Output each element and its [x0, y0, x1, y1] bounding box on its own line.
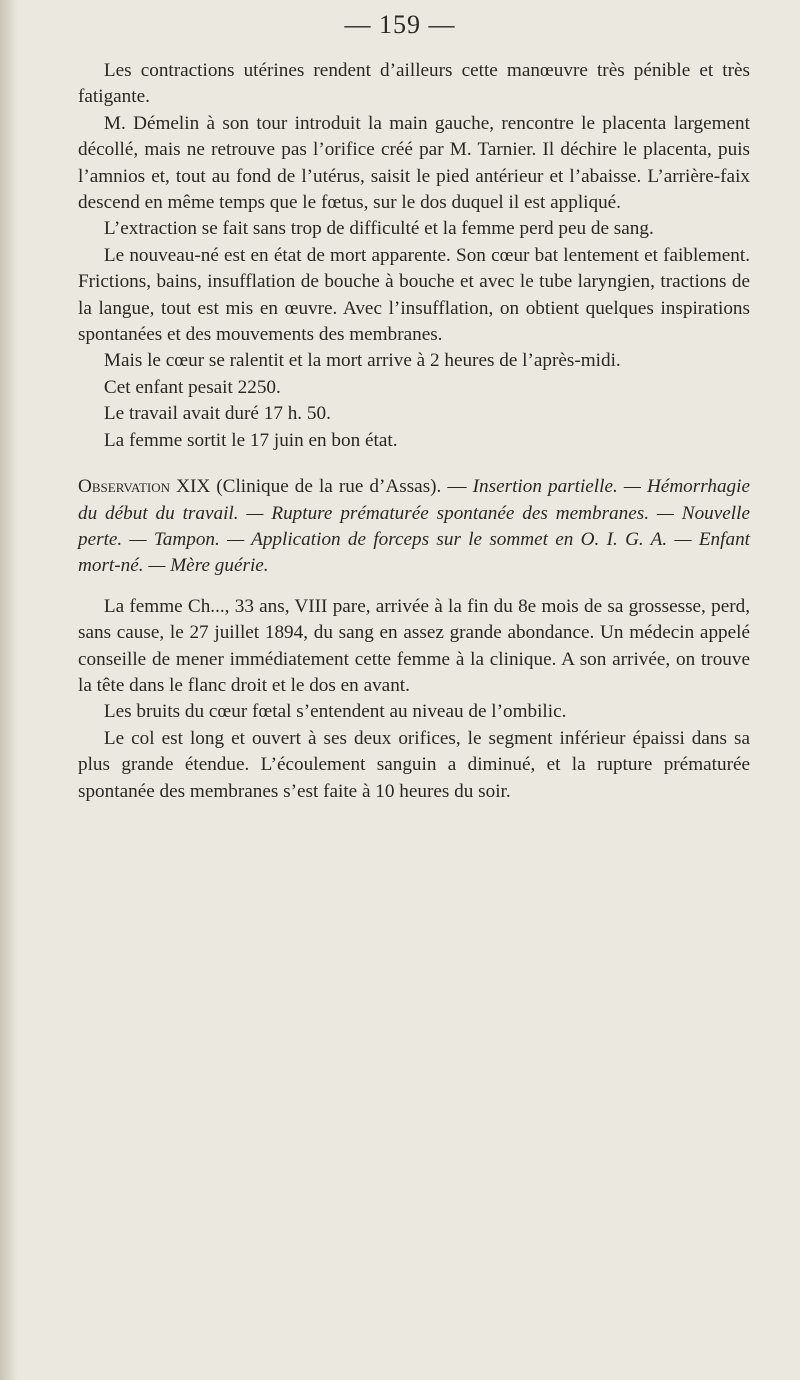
paragraph: L’extraction se fait sans trop de difficulté et la femme perd peu de sang.: [103, 218, 654, 240]
page-number: — 159 —: [344, 10, 456, 39]
observation-label: Observation XIX: [78, 476, 211, 498]
paragraph: La femme Ch..., 33 ans, VIII pare, arrivée à la fin du 8e mois de sa grossesse, perd, sans cause, le 27 juillet 1894, du sang en assez grande abondance. Un médecin appelé conseille de mener immédiatement cette femme à la clinique. A son arrivée, on trouve la tête dans le flanc droit et le dos en avant.: [78, 595, 750, 696]
paragraph: M. Démelin à son tour introduit la main gauche, rencontre le placenta largement décollé, mais ne retrouve pas l’orifice créé par M. Tarnier. Il déchire le placenta, puis l’amnios et, tout au fond de l’utérus, saisit le pied antérieur et l’abaisse. L’arrière-faix descend en même temps que le fœtus, sur le dos duquel il est appliqué.: [78, 112, 750, 214]
section-gap: [78, 454, 750, 474]
body-text: [78, 58, 750, 805]
paragraph: Le nouveau-né est en état de mort apparente. Son cœur bat lentement et faiblement. Frictions, bains, insufflation de bouche à bouche et avec le tube laryngien, tractions de la langue, tout est mis en œuvre. Avec l’insufflation, on obtient quelques inspirations spontanées et des mouvements des membranes.: [78, 244, 750, 346]
observation-subtitle: Insertion partielle. — Hémorrhagie du début du travail. — Rupture prématurée spontanée des membranes. — Nouvelle perte. — Tampon. — Application de forceps sur le sommet en O. I. G. A. — Enfant mort-né. — Mère guérie.: [78, 476, 750, 577]
paragraph: Mais le cœur se ralentit et la mort arrive à 2 heures de l’après-midi.: [103, 350, 621, 372]
observation-header: [78, 474, 750, 580]
paragraph: La femme sortit le 17 juin en bon état.: [103, 429, 398, 451]
paragraph: Le col est long et ouvert à ses deux orifices, le segment inférieur épaissi dans sa plus grande étendue. L’écoulement sanguin a diminué, et la rupture prématurée spontanée des membranes s’est faite à 10 heures du soir.: [78, 727, 750, 802]
page-binding-shadow: [0, 0, 18, 1380]
section-gap: [78, 580, 750, 594]
paragraph: Cet enfant pesait 2250.: [103, 376, 281, 398]
paragraph: Le travail avait duré 17 h. 50.: [103, 403, 331, 425]
paragraph: Les bruits du cœur fœtal s’entendent au niveau de l’ombilic.: [103, 701, 567, 723]
paragraph: Les contractions utérines rendent d’ailleurs cette manœuvre très pénible et très fatigante.: [78, 60, 750, 108]
observation-place: (Clinique de la rue d’Assas). —: [210, 476, 473, 498]
